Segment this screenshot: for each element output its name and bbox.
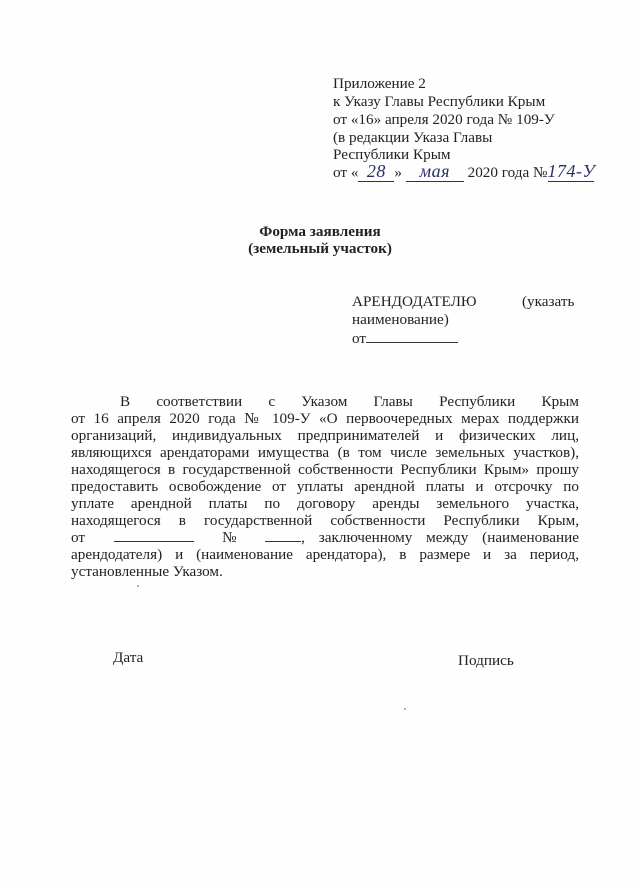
signature-label: Подпись (458, 652, 514, 669)
appendix-line-4: (в редакции Указа Главы (333, 129, 493, 146)
contract-number-blank (265, 529, 301, 542)
body-line-9 (71, 529, 579, 546)
addressee-from-line (352, 329, 458, 347)
appendix-line-1: Приложение 2 (333, 75, 426, 92)
addressee-to: АРЕНДОДАТЕЛЮ (352, 293, 477, 310)
form-title: Форма заявления (259, 223, 381, 240)
contract-number-sign: № (222, 529, 237, 546)
addressee-specify: (указать (522, 293, 575, 310)
body-line-5: находящегося в государственной собственности Республики Крым» прошу (71, 461, 579, 478)
appendix-line-5: Республики Крым (333, 146, 451, 163)
body-line-1: В соответствии с Указом Главы Республики Крым (120, 393, 579, 410)
handwritten-month: мая (406, 163, 464, 182)
form-subtitle: (земельный участок) (248, 240, 392, 257)
body-line-8: находящегося в государственной собственности Республики Крым, (71, 512, 579, 529)
body-line-3: организаций, индивидуальных предпринимателей и физических лиц, (71, 427, 579, 444)
scan-speck (137, 585, 139, 587)
handwritten-day: 28 (358, 163, 394, 182)
appendix-line-2: к Указу Главы Республики Крым (333, 93, 546, 110)
body-line-11: установленные Указом. (71, 563, 223, 580)
addressee-name-hint: наименование) (352, 311, 449, 328)
contract-number-group (265, 529, 579, 546)
from-blank (366, 329, 458, 343)
body-line-7: уплате арендной платы по договору аренды земельного участка, (71, 495, 579, 512)
appendix-line-6 (333, 163, 594, 182)
appendix-year: 2020 года № (467, 164, 548, 181)
body-line-2: от 16 апреля 2020 года № 109-У «О первоочередных мерах поддержки (71, 410, 579, 427)
date-label: Дата (113, 649, 144, 666)
body-line-6: предоставить освобождение от уплаты арендной платы и отсрочку по (71, 478, 579, 495)
appendix-from: от « (333, 164, 359, 181)
addressee-from: от (352, 330, 367, 347)
contract-date-blank (114, 529, 194, 542)
handwritten-number: 174-У (547, 161, 596, 181)
body-line-10: арендодателя) и (наименование арендатора), в размере и за период, (71, 546, 579, 563)
scan-speck (404, 708, 406, 710)
body-line-4: являющихся арендаторами имущества (в том числе земельных участков), (71, 444, 579, 461)
contract-rest: , заключенному между (наименование (301, 529, 579, 546)
appendix-close-quote: » (394, 164, 403, 181)
contract-from: от (71, 529, 86, 546)
appendix-line-3: от «16» апреля 2020 года № 109-У (333, 111, 555, 128)
